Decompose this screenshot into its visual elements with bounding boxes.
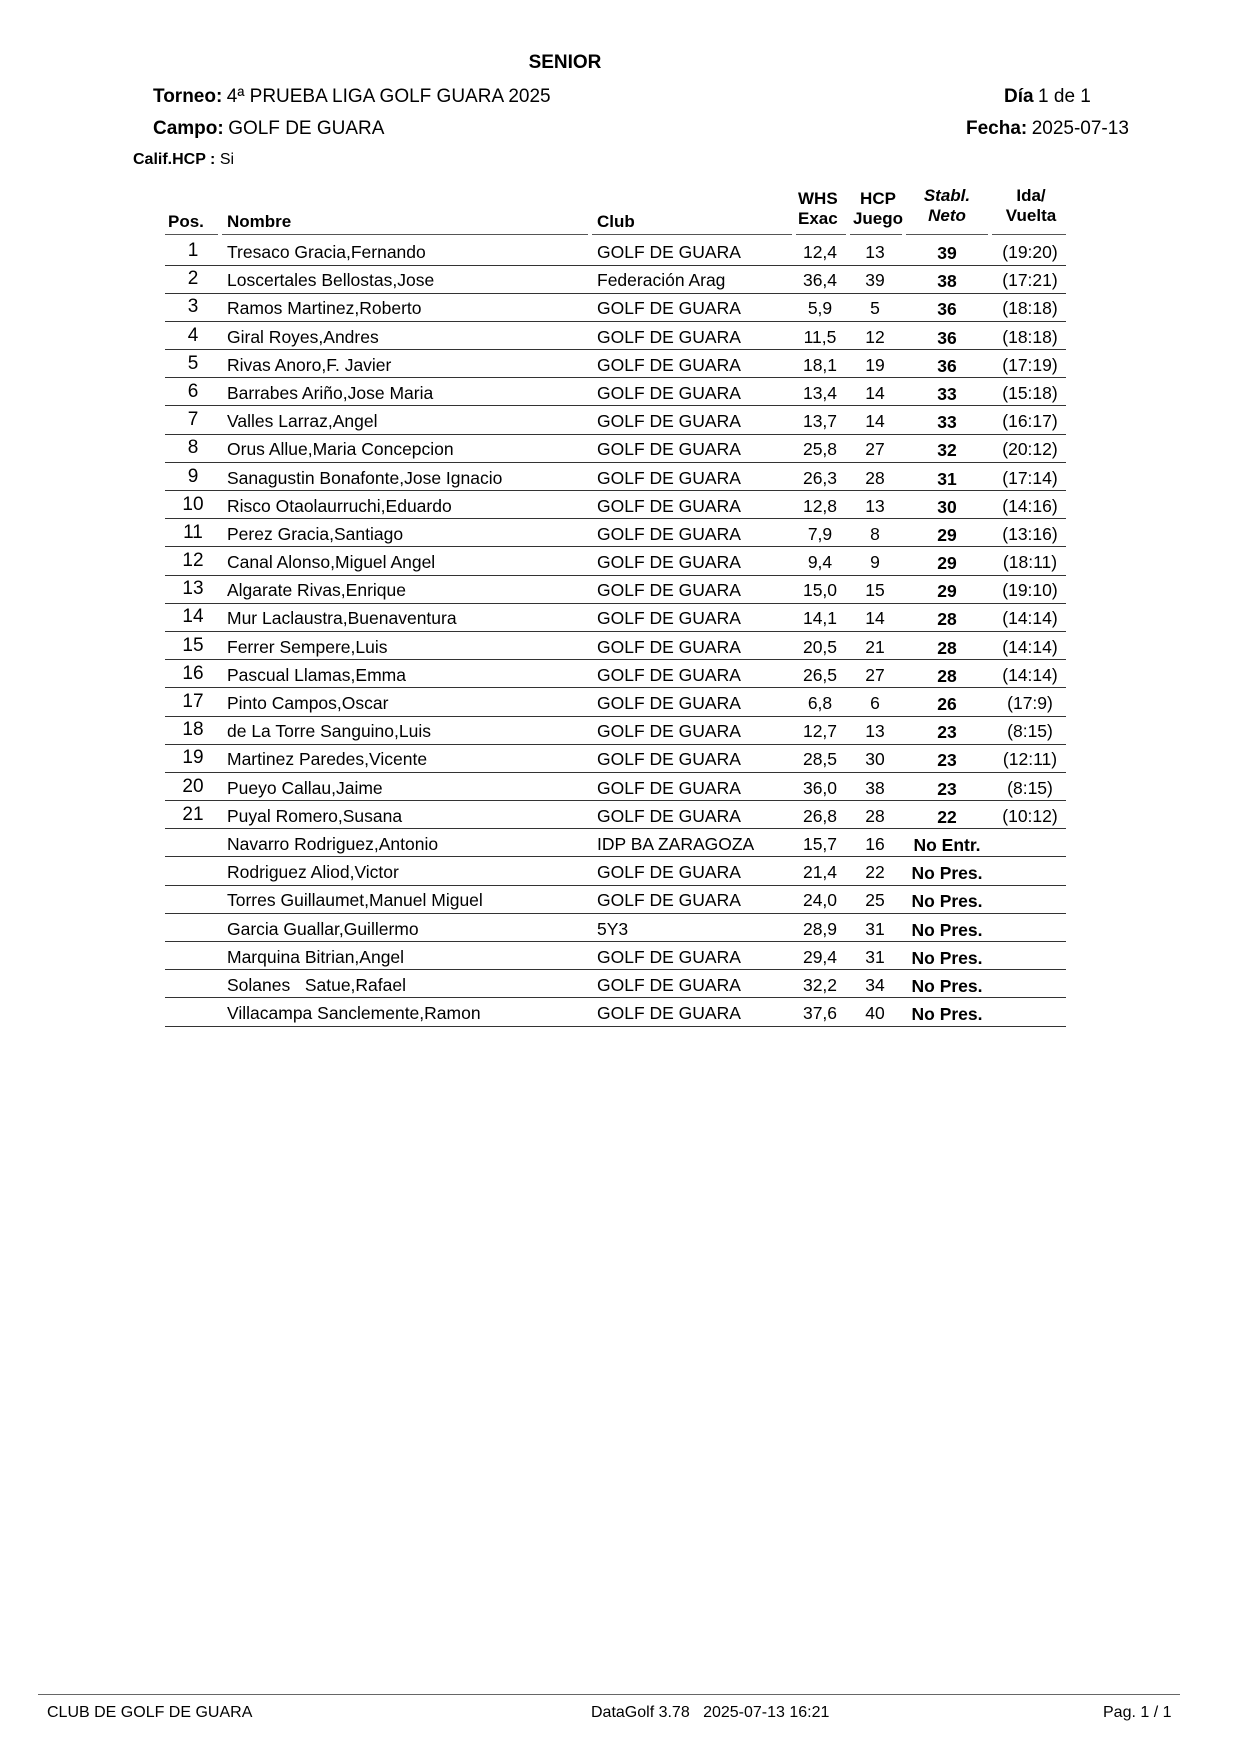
cell-whs-exac: 32,2: [802, 974, 838, 995]
cell-club: GOLF DE GUARA: [597, 580, 741, 601]
cell-pos: 14: [182, 606, 204, 628]
cell-whs-exac: 7,9: [807, 523, 833, 544]
cell-club: GOLF DE GUARA: [597, 805, 741, 826]
table-row: [0, 548, 1241, 576]
cell-ida-vuelta: (18:18): [1002, 326, 1058, 347]
cell-stabl-neto: 36: [937, 327, 957, 348]
cell-pos: 20: [182, 775, 204, 797]
footer-software-timestamp: DataGolf 3.78 2025-07-13 16:21: [591, 1704, 830, 1721]
header-divider: [222, 234, 588, 235]
table-row: [0, 915, 1241, 943]
cell-whs-exac: 12,8: [802, 495, 838, 516]
cell-nombre: Villacampa Sanclemente,Ramon: [227, 1003, 481, 1024]
table-row: [0, 999, 1241, 1027]
header-divider: [796, 234, 846, 235]
calif-hcp-value: Si: [219, 151, 235, 168]
cell-stabl-neto: No Pres.: [911, 891, 983, 912]
col-header-stabl: [910, 186, 984, 226]
cell-stabl-neto: 23: [937, 722, 957, 743]
cell-pos: 8: [187, 437, 199, 459]
table-row: [0, 435, 1241, 463]
cell-club: GOLF DE GUARA: [597, 693, 741, 713]
cell-ida-vuelta: (14:14): [1002, 664, 1058, 685]
cell-pos: 9: [187, 465, 199, 487]
cell-whs-exac: 26,3: [802, 467, 838, 488]
cell-nombre: Navarro Rodriguez,Antonio: [227, 833, 439, 854]
cell-club: GOLF DE GUARA: [597, 552, 741, 573]
cell-whs-exac: 26,5: [802, 664, 838, 685]
cell-ida-vuelta: (14:14): [1002, 636, 1058, 657]
col-header-ida-vuelta: [993, 186, 1069, 226]
cell-stabl-neto: 22: [937, 806, 957, 827]
cell-nombre: Pinto Campos,Oscar: [227, 693, 389, 713]
table-row: [0, 886, 1241, 914]
cell-hcp-juego: 27: [865, 439, 885, 460]
cell-ida-vuelta: (15:18): [1002, 382, 1058, 403]
col-header-whs-line1: WHS: [798, 189, 838, 208]
cell-hcp-juego: 21: [865, 636, 885, 657]
cell-whs-exac: 12,7: [802, 721, 838, 742]
cell-nombre: Barrabes Ariño,Jose Maria: [227, 382, 434, 403]
col-header-ida-line2: Vuelta: [1005, 206, 1057, 225]
cell-stabl-neto: 28: [937, 637, 957, 658]
col-header-pos: Pos.: [168, 212, 204, 231]
cell-stabl-neto: 36: [937, 299, 957, 320]
cell-nombre: Perez Gracia,Santiago: [227, 523, 404, 544]
cell-club: GOLF DE GUARA: [597, 298, 741, 319]
cell-club: GOLF DE GUARA: [597, 382, 741, 403]
cell-stabl-neto: 29: [937, 553, 957, 574]
col-header-hcp-line2: Juego: [852, 209, 904, 228]
cell-pos: 12: [182, 550, 204, 572]
cell-stabl-neto: 23: [937, 750, 957, 771]
table-row: [0, 943, 1241, 971]
col-header-stabl-line2: Neto: [928, 206, 966, 225]
table-row: [0, 379, 1241, 407]
cell-nombre: Martinez Paredes,Vicente: [227, 749, 428, 770]
cell-club: GOLF DE GUARA: [597, 890, 741, 911]
cell-hcp-juego: 14: [865, 411, 885, 432]
footer-page-number: Pag. 1 / 1: [1103, 1704, 1172, 1721]
cell-stabl-neto: No Pres.: [911, 975, 983, 996]
cell-pos: 18: [182, 719, 204, 741]
cell-ida-vuelta: (19:10): [1002, 580, 1058, 601]
cell-hcp-juego: 19: [865, 354, 885, 375]
cell-nombre: Mur Laclaustra,Buenaventura: [227, 608, 457, 629]
cell-whs-exac: 28,5: [802, 749, 838, 770]
table-row: [0, 661, 1241, 689]
cell-whs-exac: 5,9: [807, 298, 833, 319]
cell-whs-exac: 15,0: [802, 580, 838, 601]
header-divider: [850, 234, 902, 235]
table-row: [0, 323, 1241, 351]
cell-ida-vuelta: (17:19): [1002, 354, 1058, 375]
cell-whs-exac: 36,4: [802, 270, 838, 291]
col-header-whs: [798, 189, 838, 229]
cell-club: GOLF DE GUARA: [597, 495, 741, 516]
cell-club: GOLF DE GUARA: [597, 974, 741, 995]
cell-stabl-neto: 30: [937, 496, 957, 517]
calif-hcp-field: [133, 151, 234, 169]
cell-club: GOLF DE GUARA: [597, 608, 741, 629]
cell-club: GOLF DE GUARA: [597, 242, 741, 262]
campo-value: GOLF DE GUARA: [228, 118, 385, 139]
table-row: [0, 745, 1241, 773]
cell-hcp-juego: 34: [865, 974, 885, 995]
cell-whs-exac: 24,0: [802, 890, 838, 911]
cell-club: GOLF DE GUARA: [597, 664, 741, 685]
cell-whs-exac: 6,8: [807, 693, 833, 713]
cell-stabl-neto: No Entr.: [913, 834, 981, 855]
cell-club: GOLF DE GUARA: [597, 467, 741, 488]
cell-whs-exac: 20,5: [802, 636, 838, 657]
col-header-hcp: [851, 189, 905, 229]
cell-pos: 10: [182, 493, 204, 515]
cell-whs-exac: 13,7: [802, 411, 838, 432]
cell-ida-vuelta: (10:12): [1002, 805, 1058, 826]
cell-club: GOLF DE GUARA: [597, 946, 741, 967]
cell-pos: 16: [182, 662, 204, 684]
cell-hcp-juego: 14: [865, 608, 885, 629]
cell-nombre: Sanagustin Bonafonte,Jose Ignacio: [227, 467, 503, 488]
cell-pos: 4: [187, 324, 199, 346]
cell-ida-vuelta: (8:15): [1007, 777, 1053, 798]
cell-club: GOLF DE GUARA: [597, 523, 741, 544]
torneo-label: Torneo:: [153, 86, 223, 107]
cell-nombre: Canal Alonso,Miguel Angel: [227, 552, 436, 573]
cell-club: IDP BA ZARAGOZA: [597, 833, 755, 854]
cell-whs-exac: 21,4: [802, 862, 838, 883]
cell-stabl-neto: 28: [937, 609, 957, 630]
cell-hcp-juego: 39: [865, 270, 885, 291]
header-divider: [992, 234, 1066, 235]
campo-field: [153, 118, 384, 140]
cell-ida-vuelta: (17:21): [1002, 270, 1058, 291]
cell-hcp-juego: 14: [865, 382, 885, 403]
cell-stabl-neto: 29: [937, 524, 957, 545]
cell-nombre: Giral Royes,Andres: [227, 326, 379, 347]
cell-whs-exac: 15,7: [802, 833, 838, 854]
cell-club: GOLF DE GUARA: [597, 749, 741, 770]
cell-nombre: Rivas Anoro,F. Javier: [227, 354, 392, 375]
cell-whs-exac: 29,4: [802, 946, 838, 967]
table-row: [0, 689, 1241, 717]
cell-hcp-juego: 5: [870, 298, 880, 319]
cell-stabl-neto: No Pres.: [911, 919, 983, 940]
cell-ida-vuelta: (14:16): [1002, 495, 1058, 516]
cell-nombre: Torres Guillaumet,Manuel Miguel: [227, 890, 483, 911]
cell-hcp-juego: 28: [865, 467, 885, 488]
dia-value: 1 de 1: [1038, 86, 1091, 107]
cell-nombre: Marquina Bitrian,Angel: [227, 946, 405, 967]
cell-nombre: Garcia Guallar,Guillermo: [227, 918, 419, 939]
cell-nombre: Algarate Rivas,Enrique: [227, 580, 406, 601]
cell-ida-vuelta: (20:12): [1002, 439, 1058, 460]
cell-hcp-juego: 9: [870, 552, 880, 573]
cell-hcp-juego: 31: [865, 946, 885, 967]
cell-club: GOLF DE GUARA: [597, 354, 741, 375]
row-divider: [165, 1026, 1066, 1027]
cell-whs-exac: 13,4: [802, 382, 838, 403]
torneo-value: 4ª PRUEBA LIGA GOLF GUARA 2025: [226, 86, 551, 107]
table-row: [0, 464, 1241, 492]
cell-club: 5Y3: [597, 918, 629, 939]
cell-nombre: Rodriguez Aliod,Victor: [227, 862, 399, 883]
cell-stabl-neto: 29: [937, 581, 957, 602]
footer-divider: [38, 1694, 1180, 1695]
cell-nombre: Puyal Romero,Susana: [227, 805, 403, 826]
results-table-body: [0, 238, 1241, 1027]
cell-pos: 7: [187, 409, 199, 431]
fecha-label: Fecha:: [966, 118, 1028, 139]
cell-stabl-neto: No Pres.: [911, 863, 983, 884]
table-row: [0, 294, 1241, 322]
cell-stabl-neto: 26: [937, 694, 957, 714]
cell-hcp-juego: 6: [870, 693, 880, 713]
fecha-field: [966, 118, 1129, 140]
table-row: [0, 351, 1241, 379]
fecha-value: 2025-07-13: [1031, 118, 1129, 139]
cell-stabl-neto: 32: [937, 440, 957, 461]
cell-club: GOLF DE GUARA: [597, 721, 741, 742]
table-row: [0, 266, 1241, 294]
cell-ida-vuelta: (13:16): [1002, 523, 1058, 544]
cell-stabl-neto: 39: [937, 243, 957, 263]
cell-club: GOLF DE GUARA: [597, 636, 741, 657]
cell-ida-vuelta: (8:15): [1007, 721, 1053, 742]
header-divider: [165, 234, 218, 235]
table-row: [0, 604, 1241, 632]
cell-club: GOLF DE GUARA: [597, 326, 741, 347]
table-row: [0, 830, 1241, 858]
cell-pos: 3: [187, 296, 199, 318]
cell-ida-vuelta: (19:20): [1002, 242, 1058, 262]
cell-hcp-juego: 15: [865, 580, 885, 601]
dia-field: [1004, 86, 1091, 108]
cell-nombre: Orus Allue,Maria Concepcion: [227, 439, 454, 460]
table-row: [0, 971, 1241, 999]
cell-stabl-neto: No Pres.: [911, 1004, 983, 1025]
cell-whs-exac: 26,8: [802, 805, 838, 826]
table-row: [0, 238, 1241, 266]
cell-pos: 2: [187, 268, 199, 290]
cell-nombre: Solanes Satue,Rafael: [227, 974, 407, 995]
campo-label: Campo:: [153, 118, 224, 139]
cell-ida-vuelta: (14:14): [1002, 608, 1058, 629]
cell-nombre: Ferrer Sempere,Luis: [227, 636, 388, 657]
cell-hcp-juego: 13: [865, 495, 885, 516]
cell-hcp-juego: 13: [865, 721, 885, 742]
col-header-whs-line2: Exac: [798, 209, 838, 228]
cell-nombre: Loscertales Bellostas,Jose: [227, 270, 435, 291]
cell-whs-exac: 37,6: [802, 1003, 838, 1024]
cell-pos: 17: [182, 691, 204, 712]
cell-whs-exac: 28,9: [802, 918, 838, 939]
table-row: [0, 407, 1241, 435]
cell-pos: 13: [182, 578, 204, 600]
cell-stabl-neto: No Pres.: [911, 947, 983, 968]
cell-ida-vuelta: (18:11): [1002, 552, 1058, 573]
cell-stabl-neto: 33: [937, 383, 957, 404]
cell-nombre: Tresaco Gracia,Fernando: [227, 242, 426, 262]
cell-club: GOLF DE GUARA: [597, 1003, 741, 1024]
table-row: [0, 802, 1241, 830]
table-row: [0, 774, 1241, 802]
cell-whs-exac: 9,4: [807, 552, 833, 573]
cell-nombre: de La Torre Sanguino,Luis: [227, 721, 431, 742]
torneo-field: [153, 86, 551, 108]
cell-ida-vuelta: (17:9): [1007, 693, 1053, 713]
cell-whs-exac: 12,4: [802, 242, 838, 262]
cell-hcp-juego: 22: [865, 862, 885, 883]
cell-ida-vuelta: (17:14): [1002, 467, 1058, 488]
cell-stabl-neto: 33: [937, 412, 957, 433]
cell-ida-vuelta: (12:11): [1002, 749, 1058, 770]
cell-pos: 19: [182, 747, 204, 769]
cell-hcp-juego: 13: [865, 242, 885, 262]
cell-ida-vuelta: (18:18): [1002, 298, 1058, 319]
footer-club-name: CLUB DE GOLF DE GUARA: [47, 1704, 253, 1721]
table-row: [0, 858, 1241, 886]
cell-hcp-juego: 30: [865, 749, 885, 770]
cell-nombre: Ramos Martinez,Roberto: [227, 298, 422, 319]
cell-nombre: Risco Otaolaurruchi,Eduardo: [227, 495, 452, 516]
cell-club: GOLF DE GUARA: [597, 439, 741, 460]
table-row: [0, 633, 1241, 661]
cell-ida-vuelta: (16:17): [1002, 411, 1058, 432]
cell-nombre: Pascual Llamas,Emma: [227, 664, 406, 685]
cell-hcp-juego: 28: [865, 805, 885, 826]
cell-stabl-neto: 38: [937, 271, 957, 292]
col-header-ida-line1: Ida/: [1016, 186, 1046, 205]
cell-club: GOLF DE GUARA: [597, 777, 741, 798]
cell-hcp-juego: 25: [865, 890, 885, 911]
header-divider: [592, 234, 792, 235]
cell-stabl-neto: 23: [937, 778, 957, 799]
cell-whs-exac: 11,5: [803, 326, 837, 347]
cell-pos: 21: [182, 803, 204, 825]
calif-hcp-label: Calif.HCP :: [133, 151, 216, 168]
cell-whs-exac: 14,1: [802, 608, 838, 629]
cell-hcp-juego: 8: [870, 523, 880, 544]
cell-pos: 5: [187, 352, 199, 374]
cell-hcp-juego: 27: [865, 664, 885, 685]
col-header-nombre: Nombre: [227, 212, 292, 231]
col-header-hcp-line1: HCP: [860, 189, 896, 208]
cell-pos: 1: [187, 240, 199, 261]
cell-stabl-neto: 31: [937, 468, 957, 489]
table-row: [0, 492, 1241, 520]
cell-stabl-neto: 28: [937, 665, 957, 686]
cell-whs-exac: 36,0: [802, 777, 838, 798]
dia-label: Día: [1004, 86, 1034, 107]
page-title: SENIOR: [528, 52, 602, 73]
cell-pos: 6: [187, 380, 199, 402]
header-divider: [906, 234, 988, 235]
cell-pos: 15: [182, 634, 204, 656]
cell-hcp-juego: 40: [865, 1003, 885, 1024]
cell-hcp-juego: 16: [865, 833, 885, 854]
cell-whs-exac: 18,1: [802, 354, 838, 375]
cell-hcp-juego: 38: [865, 777, 885, 798]
col-header-stabl-line1: Stabl.: [923, 186, 971, 205]
table-row: [0, 576, 1241, 604]
cell-pos: 11: [183, 521, 203, 543]
col-header-club: Club: [597, 212, 635, 231]
cell-whs-exac: 25,8: [802, 439, 838, 460]
cell-stabl-neto: 36: [937, 355, 957, 376]
cell-hcp-juego: 12: [865, 326, 885, 347]
table-row: [0, 717, 1241, 745]
cell-hcp-juego: 31: [865, 918, 885, 939]
cell-club: Federación Arag: [597, 270, 726, 291]
cell-nombre: Valles Larraz,Angel: [227, 411, 378, 432]
cell-club: GOLF DE GUARA: [597, 862, 741, 883]
table-row: [0, 520, 1241, 548]
cell-nombre: Pueyo Callau,Jaime: [227, 777, 383, 798]
cell-club: GOLF DE GUARA: [597, 411, 741, 432]
